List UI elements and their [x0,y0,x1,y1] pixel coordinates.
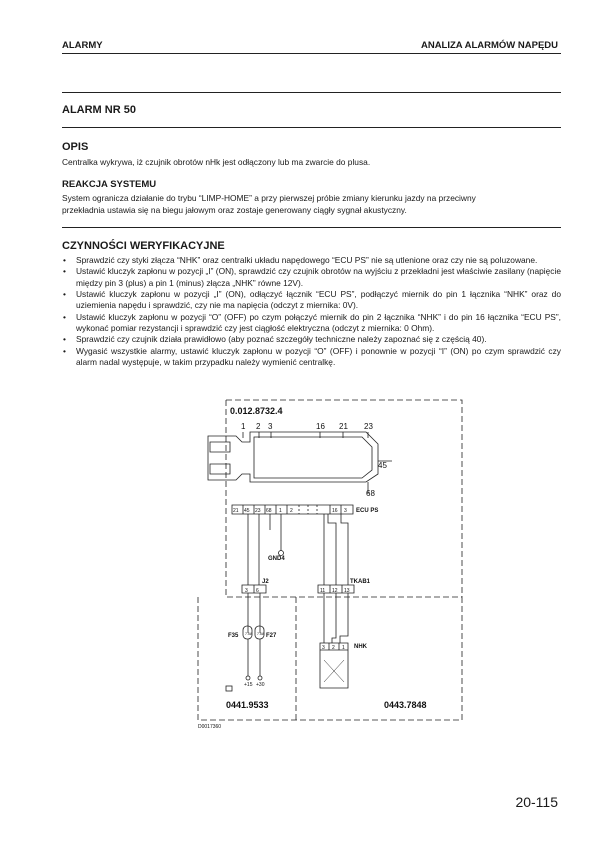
svg-text:2: 2 [290,508,293,514]
ecu-connector-outline [208,432,378,482]
svg-text:GND4: GND4 [268,556,285,562]
verification-steps-list [62,255,561,368]
alarm-title: ALARM NR 50 [62,104,136,116]
svg-text:23: 23 [255,508,261,514]
drawing-code: D0017360 [198,724,222,730]
svg-text:68: 68 [266,508,272,514]
svg-text:+30: +30 [256,682,265,688]
header-chapter-title: ANALIZA ALARMÓW NAPĘDU [420,40,558,51]
part-number-top: 0.012.8732.4 [230,406,283,416]
list-item: • Ustawić kluczyk zapłonu w pozycji „I” (ON), sprawdzić czy czujnik obrotów na wyjściu z przekładni jest właściwie zasilany (napięcie między pin 3 (plus) a pin 1 (minus) złącza „NHK” równe 12V). [62,266,561,288]
list-item: • Sprawdzić czy styki złącza “NHK” oraz centralki układu napędowego “ECU PS” nie są utlenione oraz czy nie są poluzowane. [62,255,561,266]
svg-text:2: 2 [332,645,335,651]
page-number: 20-115 [515,794,558,810]
divider [62,127,561,128]
wiring-diagram-svg [196,398,466,744]
svg-text:13: 13 [344,588,350,594]
ecu-connector-face [254,437,372,478]
ecu-wires [248,514,281,585]
svg-text:TKAB1: TKAB1 [350,579,371,585]
svg-text:23: 23 [364,422,373,431]
svg-text:45: 45 [244,508,250,514]
svg-text:16: 16 [316,422,325,431]
svg-text:F35: F35 [228,633,239,639]
nhk-signal-wires [328,514,348,585]
svg-text:16: 16 [332,508,338,514]
list-item: • Ustawić kluczyk zapłonu w pozycji “O” (OFF) po czym połączyć miernik do pin 2 łącznika “NHK” i do pin 16 łącznika “ECU PS”, wykonać pomiar rezystancji i sprawdzić czy jest ciągłość elektryczna (odczyt z miernika: 0 Ohm). [62,312,561,334]
svg-text:21: 21 [233,508,239,514]
wiring-diagram [196,398,466,744]
reakcja-line-1: System ogranicza działanie do trybu “LIMP-HOME” a przy pierwszej próbie zmiany kierunku jazdy na przeciwny [62,193,476,203]
reakcja-heading: REAKCJA SYSTEMU [62,179,157,190]
svg-text:2: 2 [256,422,261,431]
svg-text:45: 45 [378,461,387,470]
svg-text:NHK: NHK [354,644,367,650]
part-number-right: 0443.7848 [384,700,427,710]
svg-text:+15: +15 [244,682,253,688]
part-number-left: 0441.9533 [226,700,269,710]
svg-text:J2: J2 [262,579,269,585]
svg-text:7.5A: 7.5A [257,632,265,636]
opis-heading: OPIS [62,141,89,153]
svg-text:21: 21 [339,422,348,431]
header-section-title: ALARMY [62,40,103,51]
svg-text:F27: F27 [266,633,277,639]
svg-text:3: 3 [322,645,325,651]
svg-text:ECU PS: ECU PS [356,508,379,514]
svg-text:3: 3 [268,422,273,431]
divider [62,92,561,93]
svg-text:1: 1 [241,422,246,431]
svg-text:7.5A: 7.5A [245,632,253,636]
svg-text:11: 11 [320,588,326,594]
svg-text:1: 1 [342,645,345,651]
svg-text:3: 3 [245,588,248,594]
list-item: • Wygasić wszystkie alarmy, ustawić kluczyk zapłonu w pozycji “O” (OFF) i ponownie w pozycji “I” (ON) po czym sprawdzić czy alarm nadal występuje, w takim przypadku należy wymienić centralkę. [62,346,561,368]
ecu-connector-latches [210,442,230,474]
svg-text:68: 68 [366,489,375,498]
svg-text:3: 3 [344,508,347,514]
svg-text:6: 6 [256,588,259,594]
svg-text:12: 12 [332,588,338,594]
list-item: • Sprawdzić czy czujnik działa prawidłowo (aby poznać szczegóły techniczne należy zapoznać się z częścią 40). [62,334,561,345]
czynnosci-heading: CZYNNOŚCI WERYFIKACYJNE [62,240,225,252]
svg-text:1: 1 [279,508,282,514]
reakcja-line-2: przekładnia ustawia się na biegu jałowym oraz zostaje generowany ciągły sygnał akustyczny. [62,204,407,215]
opis-text: Centralka wykrywa, iż czujnik obrotów nHk jest odłączony lub ma zwarcie do plusa. [62,157,371,167]
divider [62,227,561,228]
list-item: • Ustawić kluczyk zapłonu w pozycji „I” (ON), odłączyć łącznik “ECU PS”, podłączyć miernik do pin 1 łącznika “NHK” oraz do uziemienia napędu i sprawdzić, czy nie ma napięcia (odczyt z miernika: 0V). [62,289,561,311]
header-rule [62,53,561,54]
